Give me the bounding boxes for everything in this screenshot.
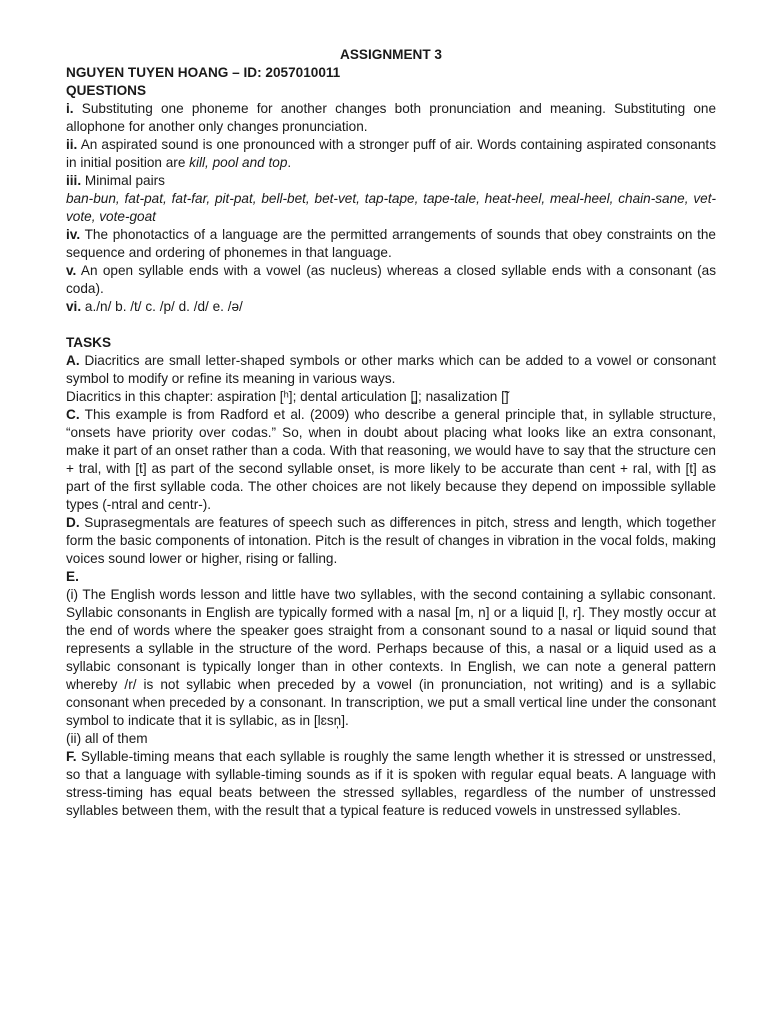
- question-v: [66, 262, 716, 298]
- question-text: Substituting one phoneme for another changes both pronunciation and meaning. Substituting one allophone for another only changes pronunciation.: [66, 101, 716, 134]
- question-text-end: .: [287, 155, 292, 170]
- task-a-diacritics: Diacritics in this chapter: aspiration [ʰ]; dental articulation [̪]; nasalization [̃]: [66, 389, 509, 404]
- task-e-part-1: (i) The English words lesson and little have two syllables, with the second containing a syllabic consonant. Syllabic consonants in English are typically formed with a nasal [m, n] or a liquid [l, r]. They mostly occur at the end of words where the speaker goes straight from a consonant sound to a nasal or liquid sound that represents a syllable in the structure of the word. Perhaps because of this, a nasal or a liquid used as a syllabic consonant is typically longer than in other contexts. In English, we can note a general pattern whereby /r/ is not syllabic when preceded by a vowel (in pronunciation, not writing) and is a syllabic consonant when preceded by a consonant. In transcription, we put a small vertical line under the consonant symbol to indicate that it is syllabic, as in [lɛsn̩].: [66, 587, 716, 728]
- question-label: ii.: [66, 137, 78, 152]
- task-text: Syllable-timing means that each syllable is roughly the same length whether it is stressed or unstressed, so that a language with syllable-timing sounds as if it is spoken with regular equal beats. A language with stress-timing has equal beats between the stressed syllables, regardless of the number of unstressed syllables between them, with the result that a typical feature is reduced vowels in unstressed syllables.: [66, 749, 716, 818]
- question-label: v.: [66, 263, 77, 278]
- question-text: An aspirated sound is one pronounced with a stronger puff of air. Words containing aspirated consonants in initial position are: [66, 137, 716, 170]
- task-c: [66, 406, 716, 514]
- minimal-pairs-list: ban-bun, fat-pat, fat-far, pit-pat, bell-bet, bet-vet, tap-tape, tape-tale, heat-heel, meal-heel, chain-sane, vet-vote, vote-goat: [66, 191, 716, 224]
- question-label: vi.: [66, 299, 82, 314]
- question-iii: [66, 172, 716, 190]
- task-label: A.: [66, 353, 80, 368]
- question-ii: [66, 136, 716, 172]
- aspirated-words: kill, pool and top: [189, 155, 288, 170]
- task-label: D.: [66, 515, 80, 530]
- question-vi: [66, 298, 716, 316]
- question-iv: [66, 226, 716, 262]
- question-text: Minimal pairs: [81, 173, 165, 188]
- task-text: Diacritics are small letter-shaped symbols or other marks which can be added to a vowel or consonant symbol to modify or refine its meaning in various ways.: [66, 353, 716, 386]
- task-a: [66, 352, 716, 388]
- task-text: This example is from Radford et al. (2009) who describe a general principle that, in syllable structure, “onsets have priority over codas.” So, when in doubt about placing what looks like an extra consonant, make it part of an onset rather than a coda. With that reasoning, we would have to say that the structure cen + tral, with [t] as part of the second syllable onset, is more likely to be accurate than cent + ral, with [t] as part of the first syllable coda. The other choices are not likely because they depend on impossible syllable types (-ntral and centr-).: [66, 407, 716, 512]
- question-text: a./n/ b. /t/ c. /p/ d. /d/ e. /ə/: [81, 299, 243, 314]
- page-title: ASSIGNMENT 3: [340, 47, 442, 62]
- task-d: [66, 514, 716, 568]
- task-f: [66, 748, 716, 820]
- question-label: iii.: [66, 173, 82, 188]
- questions-heading: QUESTIONS: [66, 83, 147, 98]
- question-label: iv.: [66, 227, 81, 242]
- document-page: [66, 46, 716, 820]
- tasks-heading: TASKS: [66, 335, 112, 350]
- section-spacer: [66, 316, 716, 334]
- task-e-part-2: (ii) all of them: [66, 731, 148, 746]
- author-line: NGUYEN TUYEN HOANG – ID: 2057010011: [66, 65, 341, 80]
- task-label: F.: [66, 749, 77, 764]
- task-label: C.: [66, 407, 80, 422]
- question-text: The phonotactics of a language are the permitted arrangements of sounds that obey constraints on the sequence and ordering of phonemes in that language.: [66, 227, 716, 260]
- task-text: Suprasegmentals are features of speech such as differences in pitch, stress and length, which together form the basic components of intonation. Pitch is the result of changes in vibration in the vocal folds, making voices sound lower or higher, rising or falling.: [66, 515, 716, 566]
- question-i: [66, 100, 716, 136]
- question-text: An open syllable ends with a vowel (as nucleus) whereas a closed syllable ends with a consonant (as coda).: [66, 263, 716, 296]
- question-label: i.: [66, 101, 74, 116]
- task-e-label: E.: [66, 569, 79, 584]
